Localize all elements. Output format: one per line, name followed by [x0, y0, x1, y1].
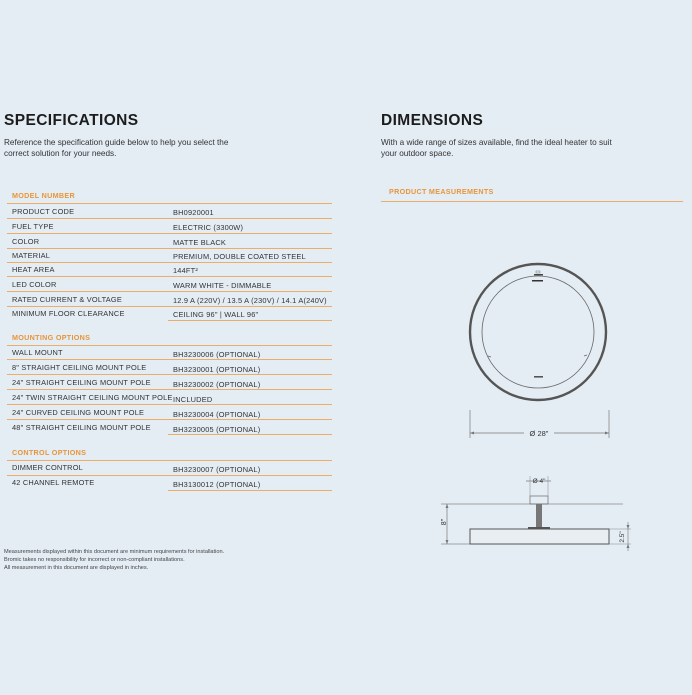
control-options-divider [7, 460, 332, 461]
arrow-head [446, 504, 449, 508]
row-divider [7, 218, 332, 219]
specifications-intro-line1: Reference the specification guide below to help you select the [4, 138, 229, 147]
spec-key: 24" TWIN STRAIGHT CEILING MOUNT POLE [12, 393, 173, 402]
spec-key: COLOR [12, 237, 40, 246]
model-number-heading: MODEL NUMBER [12, 191, 75, 200]
spec-value: WARM WHITE - DIMMABLE [173, 281, 272, 290]
ceiling-plate [530, 496, 548, 504]
specifications-intro [4, 138, 304, 159]
heater-top-view-diagram [460, 255, 620, 440]
row-divider [7, 419, 332, 420]
spec-key: PRODUCT CODE [12, 207, 75, 216]
arrow-head [470, 432, 474, 435]
control-options-heading: CONTROL OPTIONS [12, 448, 87, 457]
row-divider [7, 262, 332, 263]
footnote-line1: Measurements displayed within this document are minimum requirements for installation. [4, 549, 225, 555]
footnote-line3: All measurement in this document are displayed in inches. [4, 565, 149, 571]
heater-outer-ring [470, 264, 606, 400]
spec-key: RATED CURRENT & VOLTAGE [12, 295, 122, 304]
row-divider [7, 248, 332, 249]
spec-key: MATERIAL [12, 251, 51, 260]
spec-value: PREMIUM, DOUBLE COATED STEEL [173, 252, 306, 261]
model-number-divider [7, 203, 332, 204]
mount-bracket-mark [532, 280, 543, 282]
row-divider [7, 291, 332, 292]
spec-value: ELECTRIC (3300W) [173, 223, 244, 232]
row-divider [7, 359, 332, 360]
mount-bracket-mark [534, 274, 543, 276]
fixing-mark [584, 355, 587, 356]
spec-value: BH3230004 (OPTIONAL) [173, 410, 261, 419]
dimensions-title: DIMENSIONS [381, 112, 484, 129]
spec-value: BH3230002 (OPTIONAL) [173, 380, 261, 389]
specifications-intro-line2: correct solution for your needs. [4, 148, 117, 158]
row-divider [168, 320, 332, 321]
footnote [4, 548, 304, 572]
spec-value: BH3230006 (OPTIONAL) [173, 350, 261, 359]
dimensions-intro-line1: With a wide range of sizes available, find the ideal heater to suit [381, 138, 612, 147]
footnote-line2: Bromic takes no responsibility for incorrect or non-compliant installations. [4, 557, 185, 563]
spec-key: 24" STRAIGHT CEILING MOUNT POLE [12, 378, 151, 387]
spec-key: MINIMUM FLOOR CLEARANCE [12, 309, 125, 318]
heater-inner-ring [482, 276, 594, 388]
pole-diameter-label: Ø 4" [532, 478, 546, 485]
spec-key: HEAT AREA [12, 265, 55, 274]
mount-pole [536, 504, 542, 528]
dimensions-intro [381, 138, 681, 159]
spec-value: 144FT² [173, 266, 199, 275]
spec-key: LED COLOR [12, 280, 57, 289]
spec-value: BH0920001 [173, 208, 214, 217]
arrow-head [627, 525, 630, 529]
spec-key: 8" STRAIGHT CEILING MOUNT POLE [12, 363, 147, 372]
heater-body-side [470, 529, 609, 544]
row-divider [7, 404, 332, 405]
spec-key: FUEL TYPE [12, 222, 54, 231]
dimensions-intro-line2: your outdoor space. [381, 148, 454, 158]
fixing-mark [488, 356, 491, 357]
row-divider [7, 374, 332, 375]
heater-side-view-diagram [438, 472, 638, 554]
brand-mark [534, 376, 543, 378]
spec-key: DIMMER CONTROL [12, 463, 83, 472]
specifications-title: SPECIFICATIONS [4, 112, 139, 129]
arrow-head [605, 432, 609, 435]
row-divider [7, 475, 332, 476]
spec-value: BH3130012 (OPTIONAL) [173, 480, 261, 489]
product-measurements-heading: PRODUCT MEASUREMENTS [389, 187, 494, 196]
diameter-label: Ø 28" [529, 429, 549, 438]
spec-key: WALL MOUNT [12, 348, 63, 357]
row-divider [7, 306, 332, 307]
row-divider [7, 276, 332, 277]
product-measurements-divider [381, 201, 683, 202]
spec-value: BH3230001 (OPTIONAL) [173, 365, 261, 374]
spec-key: 24" CURVED CEILING MOUNT POLE [12, 408, 145, 417]
row-divider [168, 434, 332, 435]
arrow-head [627, 544, 630, 548]
row-divider [7, 233, 332, 234]
mounting-options-divider [7, 345, 332, 346]
thickness-label: 2.5" [619, 531, 626, 543]
height-label: 8" [441, 518, 448, 526]
spec-value: BH3230005 (OPTIONAL) [173, 425, 261, 434]
row-divider [7, 389, 332, 390]
spec-value: INCLUDED [173, 395, 213, 404]
mounting-options-heading: MOUNTING OPTIONS [12, 333, 91, 342]
spec-value: BH3230007 (OPTIONAL) [173, 465, 261, 474]
spec-value: 12.9 A (220V) / 13.5 A (230V) / 14.1 A(240V) [173, 296, 327, 305]
mount-bracket-mark [536, 271, 540, 273]
spec-value: CEILING 96" | WALL 96" [173, 310, 259, 319]
arrow-head [446, 540, 449, 544]
spec-value: MATTE BLACK [173, 238, 226, 247]
spec-key: 42 CHANNEL REMOTE [12, 478, 95, 487]
spec-key: 48" STRAIGHT CEILING MOUNT POLE [12, 423, 151, 432]
row-divider [168, 490, 332, 491]
